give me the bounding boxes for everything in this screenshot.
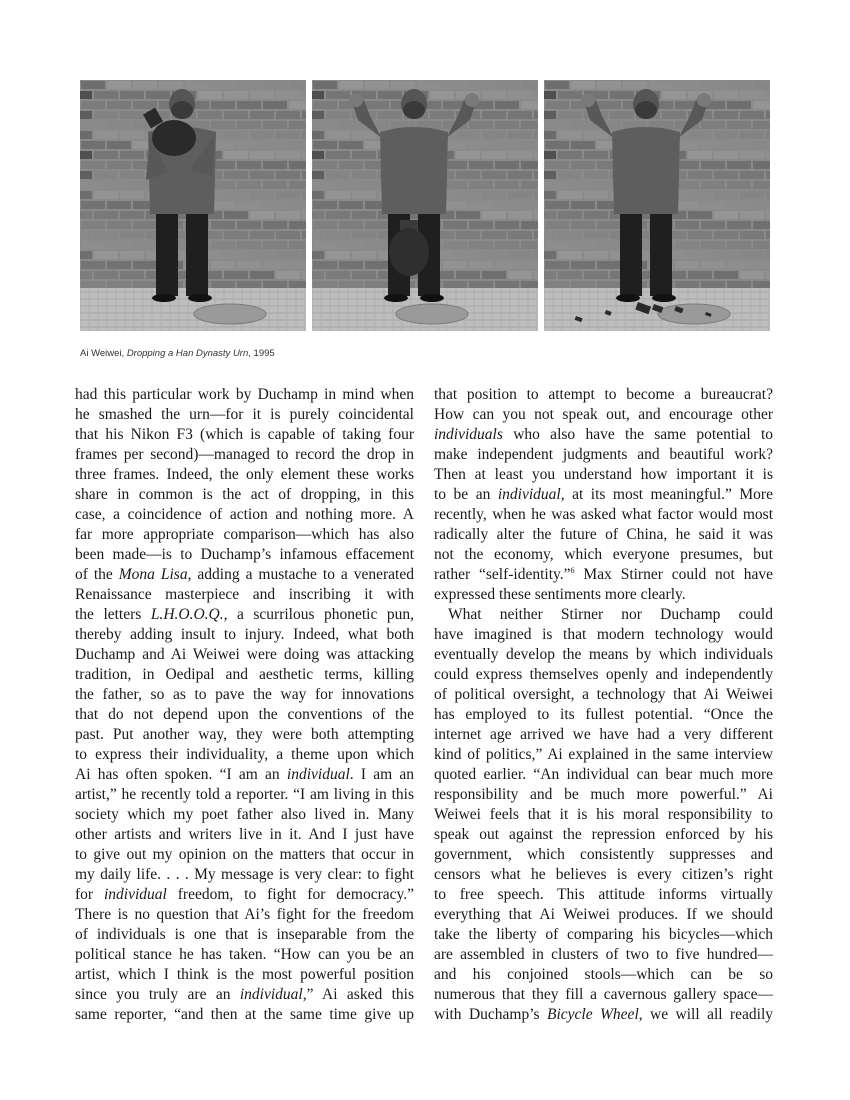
text-run: L.H.O.O.Q. [150,606,224,623]
text-line [434,405,773,425]
text-line [434,385,773,405]
text-line [434,785,773,805]
text-line [434,805,773,825]
text-run: has employed to its fullest potential. “Once the [434,706,773,723]
text-run: case, a coincidence of action and nothing more. A [75,506,414,523]
text-line [434,605,773,625]
text-line [434,865,773,885]
text-run: share in common is the act of dropping, in this [75,486,414,503]
text-run: individuals [434,426,503,443]
text-run: past. Put another way, they were both attempting [75,726,414,743]
text-run: other artists and writers live in it. And I just have [75,826,414,843]
text-run: same reporter, “and then at the same time give up [75,1006,414,1023]
text-run: make independent judgments and beautiful work? [434,446,773,463]
text-run: and his conjoined stools—which can be so [434,966,773,983]
text-line [75,825,414,845]
text-run: expressed these sentiments more clearly. [434,586,686,603]
text-run: my daily life. . . . My message is very clear: to fight [75,866,414,883]
text-line [434,1005,773,1025]
text-run: have imagined is that modern technology would [434,626,773,643]
text-line [75,1005,414,1025]
text-run: to free speech. This attitude informs virtually [434,886,773,903]
text-run: Duchamp and Ai Weiwei were doing was attacking [75,646,414,663]
text-run: , adding a mustache to a venerated [187,566,414,583]
text-run: numerous that they fill a cavernous gallery space— [434,986,773,1003]
text-line [434,465,773,485]
text-line [75,505,414,525]
text-line [434,525,773,545]
text-run: individual [497,486,561,503]
text-run: How can you not speak out, and encourage other [434,406,773,423]
text-run: who also have the same potential to [502,426,773,443]
text-run: Ai has often spoken. “I am an [75,766,287,783]
text-line [75,445,414,465]
text-line [434,585,773,605]
text-line [75,985,414,1005]
text-line [75,705,414,725]
text-line [75,605,414,625]
text-line [75,905,414,925]
photo-holding-urn [80,80,306,331]
text-run: individual, [239,986,307,1003]
text-run: There is no question that Ai’s fight for the freedom [75,906,414,923]
text-run: take the liberty of comparing his bicycles—which [434,926,773,943]
text-run: eventually develop the means by which individuals [434,646,773,663]
text-line [75,885,414,905]
text-run: government, which consistently suppresses and [434,846,773,863]
caption-title: Dropping a Han Dynasty Urn [126,348,249,359]
text-run: of individuals is one that is inseparable from the [75,926,414,943]
text-run: to be an [434,486,498,503]
text-line [434,985,773,1005]
text-line [75,585,414,605]
text-run: since you truly are an [75,986,240,1003]
text-line [75,765,414,785]
text-line [434,645,773,665]
text-line [75,785,414,805]
text-line [434,485,773,505]
text-line [434,665,773,685]
text-run: kind of politics,” Ai explained in the same interview [434,746,773,763]
text-run: far more appropriate comparison—which has also [75,526,414,543]
text-run: Renaissance masterpiece and inscribing it with [75,586,414,603]
text-run: responsibility and be much more powerful.” Ai [434,786,773,803]
body-column-left [75,385,414,1025]
body-column-right [434,385,773,1025]
text-line [434,765,773,785]
text-run: artist, which I think is the most powerful position [75,966,414,983]
photo-urn-falling [312,80,538,331]
text-line [434,705,773,725]
text-run: the father, so as to pave the way for innovations [75,686,414,703]
text-run: . I am an [349,766,414,783]
text-run: quoted earlier. “An individual can bear much more [434,766,773,783]
text-run: recently, when he was asked what factor would most [434,506,773,523]
text-line [434,885,773,905]
text-line [434,725,773,745]
footnote-ref: 6 [570,565,575,575]
text-run: thereby adding insult to injury. Indeed, what both [75,626,414,643]
text-run: that do not depend upon the conventions of the [75,706,414,723]
text-line [434,925,773,945]
text-run: Bicycle Wheel [547,1006,639,1023]
text-line [434,505,773,525]
text-run: for [75,886,104,903]
text-line [75,845,414,865]
text-run: political stance he has taken. “How can you be an [75,946,414,963]
text-run: are assembled in clusters of two to five hundred— [434,946,773,963]
text-line [434,825,773,845]
text-line [434,945,773,965]
text-run: censors what he believes is every citizen’s right [434,866,773,883]
text-run: individual [286,766,350,783]
text-line [75,425,414,445]
text-line [75,405,414,425]
text-run: the letters [75,606,151,623]
text-line [434,545,773,565]
text-line [75,565,414,585]
text-run: , a scurrilous phonetic pun, [223,606,414,623]
text-run: been made—is to Duchamp’s infamous effacement [75,546,414,563]
photo-triptych [80,80,770,331]
text-run: Weiwei feels that it is his moral responsibility to [434,806,773,823]
text-run: tradition, in Oedipal and aesthetic terms, killing [75,666,414,683]
text-line [434,965,773,985]
text-line [75,965,414,985]
text-run: that his Nikon F3 (which is capable of taking four [75,426,414,443]
photo-urn-shattered [544,80,770,331]
text-run: rather “self-identity.” [434,566,571,583]
text-line [75,385,414,405]
text-run: society which my poet father also lived in. Many [75,806,414,823]
text-line [434,845,773,865]
text-run: to express their individuality, a theme upon which [75,746,414,763]
text-run: three frames. Indeed, the only element these works [75,466,414,483]
text-line [75,805,414,825]
text-run: What neither Stirner nor Duchamp could [448,606,773,623]
text-line [434,565,773,585]
text-line [75,685,414,705]
text-run: could express themselves openly and independently [434,666,773,683]
text-run: individual [103,886,167,903]
text-run: of the [75,566,119,583]
text-run: radically alter the future of China, he said it was [434,526,773,543]
text-line [75,945,414,965]
text-line [434,745,773,765]
text-line [75,745,414,765]
caption-prefix: Ai Weiwei, [80,348,127,359]
text-run: artist,” he recently told a reporter. “I am living in this [75,786,414,803]
text-run: ” Ai asked this [306,986,414,1003]
text-run: with Duchamp’s [434,1006,547,1023]
text-run: had this particular work by Duchamp in mind when [75,386,414,403]
text-run: frames per second)—managed to record the drop in [75,446,414,463]
text-run: that position to attempt to become a bureaucrat? [434,386,773,403]
text-line [75,625,414,645]
text-line [434,905,773,925]
text-run: speak out against the repression enforced by his [434,826,773,843]
caption-suffix: , 1995 [248,348,275,359]
text-line [434,445,773,465]
figure-caption [80,348,275,359]
text-line [434,625,773,645]
text-run: , at its most meaningful.” More [560,486,773,503]
text-run: to give out my opinion on the matters that occur in [75,846,414,863]
text-run: he smashed the urn—for it is purely coincidental [75,406,414,423]
text-line [75,485,414,505]
text-line [75,525,414,545]
text-run: Then at least you understand how important it is [434,466,773,483]
text-line [434,685,773,705]
text-line [434,425,773,445]
text-line [75,925,414,945]
text-run: not the economy, which everyone presumes, but [434,546,773,563]
text-line [75,865,414,885]
text-line [75,545,414,565]
text-run: , we will all readily [638,1006,773,1023]
text-run: internet age arrived we have had a very different [434,726,773,743]
text-run: Max Stirner could not have [574,566,773,583]
text-line [75,645,414,665]
text-line [75,725,414,745]
text-run: of political oversight, a technology that Ai Weiwei [434,686,773,703]
text-line [75,465,414,485]
text-line [75,665,414,685]
text-run: everything that Ai Weiwei produces. If we should [434,906,773,923]
text-run: freedom, to fight for democracy.” [166,886,414,903]
text-run: Mona Lisa [118,566,188,583]
